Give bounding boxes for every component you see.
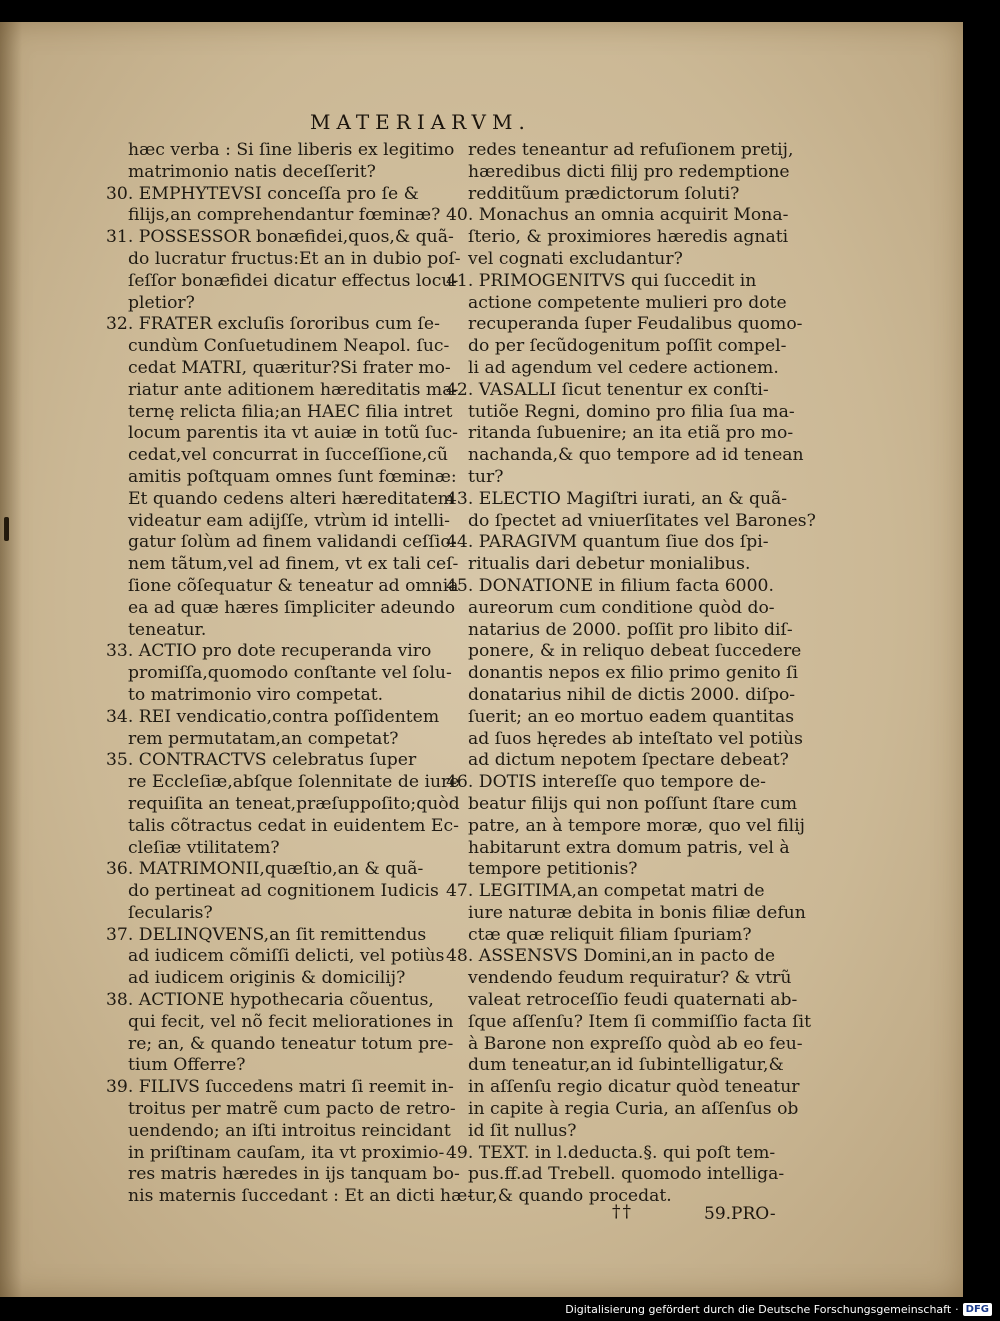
text-line: nem tãtum,vel ad finem, vt ex tali ceſ- — [128, 554, 459, 575]
text-line: 39. FILIVS ſuccedens matri ſi reemit in- — [106, 1077, 454, 1098]
text-line: talis cõtractus cedat in euidentem Ec- — [128, 815, 459, 836]
left-column — [106, 140, 474, 1208]
text-line: ad iudicem originis & domicilij? — [128, 968, 406, 989]
text-line: ad iudicem cõmiſſi delicti, vel potiùs — [128, 946, 445, 967]
text-line: 42. VASALLI ſicut tenentur ex conſti- — [446, 379, 769, 400]
binding-mark — [4, 517, 9, 541]
text-line: ſterio, & proximiores hæredis agnati — [468, 227, 789, 248]
text-line: 31. POSSESSOR bonæfidei,quos,& quã- — [106, 227, 454, 248]
text-line: 34. REI vendicatio,contra poſſidentem — [106, 706, 440, 727]
text-line: valeat retroceſſio feudi quaternati ab- — [468, 990, 798, 1011]
text-line: do lucratur fructus:Et an in dubio poſ- — [128, 248, 461, 269]
footer-text: Digitalisierung gefördert durch die Deutsche Forschungsgemeinschaft — [565, 1302, 952, 1316]
text-line: tur? — [468, 466, 504, 487]
text-line: 44. PARAGIVM quantum ſiue dos ſpi- — [446, 532, 769, 553]
text-line: ſuerit; an eo mortuo eadem quantitas — [468, 706, 795, 727]
text-line: requiſita an teneat,præſuppoſito;quòd — [128, 793, 460, 814]
text-line: 35. CONTRACTVS celebratus ſuper — [106, 750, 417, 771]
text-line: ſeſſor bonæfidei dicatur effectus locu- — [128, 270, 459, 291]
footer-separator: · — [955, 1302, 959, 1316]
text-line: 46. DOTIS intereſſe quo tempore de- — [446, 772, 766, 793]
text-line: filijs,an comprehendantur fœminæ? — [128, 205, 441, 226]
text-line: tutiõe Regni, domino pro filia ſua ma- — [468, 401, 795, 422]
text-line: gatur ſolùm ad finem validandi ceſſio- — [128, 532, 457, 553]
text-line: patre, an à tempore moræ, quo vel filij — [468, 815, 805, 836]
text-line: nachanda,& quo tempore ad id tenean — [468, 445, 804, 466]
text-line: 30. EMPHYTEVSI conceſſa pro ſe & — [106, 183, 419, 204]
text-line: 41. PRIMOGENITVS qui ſuccedit in — [446, 270, 757, 291]
text-line: amitis poſtquam omnes ſunt fœminæ: — [128, 466, 457, 487]
text-line: do per ſecũdogenitum poſſit compel- — [468, 336, 787, 357]
text-line: in capite à regia Curia, an aſſenſus ob — [468, 1099, 799, 1120]
text-line: pus.ff.ad Trebell. quomodo intelliga- — [468, 1164, 785, 1185]
text-line: donantis nepos ex filio primo genito ſi — [468, 663, 799, 684]
text-line: 32. FRATER excluſis ſororibus cum ſe- — [106, 314, 440, 335]
text-line: redes teneantur ad refuſionem pretij, — [468, 140, 794, 160]
text-line: iure naturæ debita in bonis filiæ defun — [468, 902, 806, 923]
text-line: to matrimonio viro competat. — [128, 684, 384, 705]
text-line: videatur eam adijſſe, vtrùm id intelli- — [128, 510, 450, 531]
right-column — [446, 140, 816, 1208]
text-line: Et quando cedens alteri hæreditatem — [128, 488, 455, 509]
running-title: MATERIARVM. — [310, 110, 531, 134]
text-line: ctæ quæ reliquit filiam ſpuriam? — [468, 924, 752, 945]
text-line: troitus per matrẽ cum pacto de retro- — [128, 1099, 456, 1120]
catchword: 59.PRO- — [704, 1204, 776, 1224]
text-line: donatarius nihil de dictis 2000. diſpo- — [468, 684, 796, 705]
text-line: ſque aſſenſu? Item ſi commiſſio facta ſit — [468, 1011, 812, 1032]
text-line: hæredibus dicti filij pro redemptione — [468, 161, 790, 182]
text-line: ſecularis? — [128, 902, 213, 923]
text-line: locum parentis ita vt auiæ in totũ ſuc- — [128, 423, 458, 444]
text-line: aureorum cum conditione quòd do- — [468, 597, 775, 618]
text-line: ponere, & in reliquo debeat ſuccedere — [468, 641, 802, 662]
text-line: 49. TEXT. in l.deducta.§. qui poſt tem- — [446, 1142, 776, 1163]
text-line: res matris hæredes in ijs tanquam bo- — [128, 1164, 460, 1185]
text-line: nis maternis ſuccedant : Et an dicti hæ- — [128, 1186, 474, 1207]
text-line: cedat MATRI, quæritur?Si frater mo- — [128, 357, 451, 378]
text-line: ad dictum nepotem ſpectare debeat? — [468, 750, 789, 771]
text-line: redditũum prædictorum ſoluti? — [468, 183, 740, 204]
text-line: riatur ante aditionem hæreditatis ma- — [128, 379, 459, 400]
text-line: ſione cõſequatur & teneatur ad omnia — [128, 575, 459, 596]
text-line: ritanda ſubuenire; an ita etiã pro mo- — [468, 423, 794, 444]
text-line: id ſit nullus? — [468, 1120, 577, 1141]
text-line: 47. LEGITIMA,an competat matri de — [446, 881, 765, 902]
text-line: re; an, & quando teneatur totum pre- — [128, 1033, 454, 1054]
text-line: pletior? — [128, 292, 195, 313]
text-line: rem permutatam,an competat? — [128, 728, 399, 749]
text-line: do pertineat ad cognitionem Iudicis — [128, 881, 439, 902]
text-line: cleſiæ vtilitatem? — [128, 837, 280, 858]
text-line: 48. ASSENSVS Domini,an in pacto de — [446, 946, 775, 967]
text-line: ternę relicta filia;an HAEC filia intret — [128, 401, 453, 422]
text-line: dum teneatur,an id ſubintelligatur,& — [468, 1055, 784, 1076]
text-line: 36. MATRIMONII,quæſtio,an & quã- — [106, 859, 424, 880]
text-line: vendendo feudum requiratur? & vtrũ — [468, 968, 792, 989]
text-line: cedat,vel concurrat in ſucceſſione,cũ — [128, 445, 448, 466]
text-line: habitarunt extra domum patris, vel à — [468, 837, 790, 858]
text-line: actione competente mulieri pro dote — [468, 292, 787, 313]
text-line: ea ad quæ hæres ſimpliciter adeundo — [128, 597, 456, 618]
text-line: tium Offerre? — [128, 1055, 246, 1076]
text-line: natarius de 2000. poſſit pro libito diſ- — [468, 619, 793, 640]
text-line: vel cognati excludantur? — [468, 248, 683, 269]
text-line: 38. ACTIONE hypothecaria cõuentus, — [106, 990, 434, 1011]
text-line: tempore petitionis? — [468, 859, 638, 880]
text-line: 40. Monachus an omnia acquirit Mona- — [446, 205, 789, 226]
text-line: promiſſa,quomodo conſtante vel ſolu- — [128, 663, 452, 684]
text-line: 33. ACTIO pro dote recuperanda viro — [106, 641, 432, 662]
digitization-footer — [565, 1301, 992, 1317]
text-line: recuperanda ſuper Feudalibus quomo- — [468, 314, 803, 335]
text-line: hæc verba : Si ſine liberis ex legitimo — [128, 140, 455, 160]
text-line: ritualis dari debetur monialibus. — [468, 554, 751, 575]
text-line: teneatur. — [128, 619, 207, 640]
text-line: matrimonio natis deceſſerit? — [128, 161, 376, 182]
book-page — [0, 22, 963, 1297]
text-line: do ſpectet ad vniuerſitates vel Barones? — [468, 510, 816, 531]
text-line: qui fecit, vel nõ fecit meliorationes in — [128, 1011, 454, 1032]
text-line: in priſtinam cauſam, ita vt proximio- — [128, 1142, 445, 1163]
text-line: li ad agendum vel cedere actionem. — [468, 357, 779, 378]
text-line: 43. ELECTIO Magiſtri iurati, an & quã- — [446, 488, 788, 509]
text-line: 37. DELINQVENS,an ſit remittendus — [106, 924, 427, 945]
text-line: ad ſuos hęredes ab inteſtato vel potiùs — [468, 728, 803, 749]
text-line: beatur filijs qui non poſſunt ſtare cum — [468, 793, 798, 814]
text-line: 45. DONATIONE in filium facta 6000. — [446, 575, 774, 596]
signature-mark: †† — [612, 1202, 633, 1222]
text-line: re Eccleſiæ,abſque ſolennitate de iure — [128, 772, 460, 793]
text-line: tur,& quando procedat. — [468, 1186, 672, 1207]
text-line: uendendo; an iſti introitus reincidant — [128, 1120, 451, 1141]
text-line: cundùm Conſuetudinem Neapol. ſuc- — [128, 336, 450, 357]
text-line: à Barone non expreſſo quòd ab eo feu- — [468, 1033, 803, 1054]
text-line: in aſſenſu regio dicatur quòd teneatur — [468, 1077, 800, 1098]
dfg-logo: DFG — [963, 1303, 992, 1316]
